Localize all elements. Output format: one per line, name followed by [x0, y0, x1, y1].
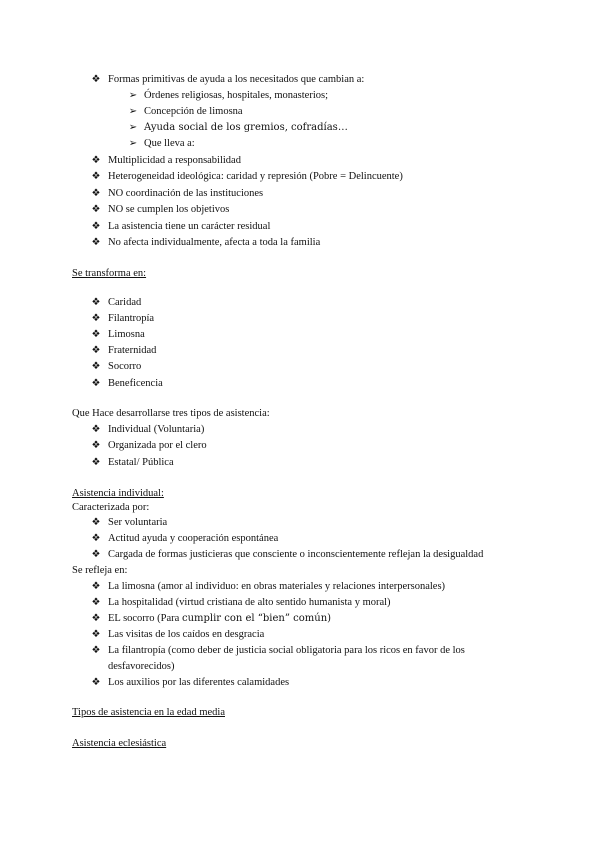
list-item: Multiplicidad a responsabilidad — [108, 155, 241, 166]
bullet-icon: ❖ — [91, 581, 101, 592]
list-item: Cargada de formas justicieras que consciente o inconscientemente reflejan la desigualdad — [108, 549, 484, 560]
arrow-bullet-icon: ➢ — [128, 138, 138, 149]
arrow-bullet-icon: ➢ — [128, 122, 138, 133]
list-item: Fraternidad — [108, 345, 157, 356]
list-item: Individual (Voluntaria) — [108, 424, 205, 435]
list-item: Socorro — [108, 361, 142, 372]
bullet-icon: ❖ — [91, 677, 101, 688]
list-item: NO se cumplen los objetivos — [108, 204, 230, 215]
bullet-icon: ❖ — [91, 237, 101, 248]
bullet-icon: ❖ — [91, 457, 101, 468]
section-heading: Tipos de asistencia en la edad media — [72, 707, 225, 718]
list-item: Estatal/ Pública — [108, 457, 174, 468]
bullet-icon: ❖ — [91, 221, 101, 232]
bullet-icon: ❖ — [91, 549, 101, 560]
list-item: Caridad — [108, 297, 142, 308]
bullet-icon: ❖ — [91, 361, 101, 372]
list-item-continuation: desfavorecidos) — [108, 661, 175, 672]
list-item: Filantropía — [108, 313, 155, 324]
bullet-icon: ❖ — [91, 345, 101, 356]
bullet-icon: ❖ — [91, 171, 101, 182]
section-intro: Se refleja en: — [72, 565, 128, 576]
section-heading: Asistencia individual: — [72, 488, 164, 499]
list-item: Ser voluntaria — [108, 517, 168, 528]
bullet-icon: ❖ — [91, 204, 101, 215]
bullet-icon: ❖ — [91, 440, 101, 451]
bullet-icon: ❖ — [91, 645, 101, 656]
bullet-icon: ❖ — [91, 329, 101, 340]
list-item — [108, 612, 331, 626]
sub-list-item: Ayuda social de los gremios, cofradías… — [144, 122, 348, 133]
list-item-emphasis: cumplir con el “bien” común) — [181, 613, 332, 624]
list-item: La filantropía (como deber de justicia social obligatoria para los ricos en favor de los — [108, 645, 465, 656]
list-item: No afecta individualmente, afecta a toda la familia — [108, 237, 321, 248]
bullet-icon: ❖ — [91, 74, 101, 85]
list-item: Formas primitivas de ayuda a los necesitados que cambian a: — [108, 74, 365, 85]
bullet-icon: ❖ — [91, 613, 101, 624]
list-item: Heterogeneidad ideológica: caridad y represión (Pobre = Delincuente) — [108, 171, 403, 182]
bullet-icon: ❖ — [91, 629, 101, 640]
list-item: Los auxilios por las diferentes calamidades — [108, 677, 290, 688]
list-item: Limosna — [108, 329, 145, 340]
bullet-icon: ❖ — [91, 188, 101, 199]
sub-list-item: Órdenes religiosas, hospitales, monasterios; — [144, 90, 329, 101]
list-item: NO coordinación de las instituciones — [108, 188, 264, 199]
arrow-bullet-icon: ➢ — [128, 90, 138, 101]
section-intro: Que Hace desarrollarse tres tipos de asistencia: — [72, 408, 270, 419]
list-item: Beneficencia — [108, 378, 163, 389]
sub-list-item: Que lleva a: — [144, 138, 195, 149]
section-heading: Asistencia eclesiástica — [72, 738, 167, 749]
bullet-icon: ❖ — [91, 155, 101, 166]
bullet-icon: ❖ — [91, 533, 101, 544]
bullet-icon: ❖ — [91, 378, 101, 389]
list-item-text: EL socorro (Para — [108, 613, 182, 624]
bullet-icon: ❖ — [91, 597, 101, 608]
list-item: La asistencia tiene un carácter residual — [108, 221, 271, 232]
bullet-icon: ❖ — [91, 313, 101, 324]
bullet-icon: ❖ — [91, 297, 101, 308]
list-item: La hospitalidad (virtud cristiana de alto sentido humanista y moral) — [108, 597, 391, 608]
list-item: Organizada por el clero — [108, 440, 207, 451]
arrow-bullet-icon: ➢ — [128, 106, 138, 117]
sub-list-item: Concepción de limosna — [144, 106, 243, 117]
section-heading: Se transforma en: — [72, 268, 147, 279]
list-item: Actitud ayuda y cooperación espontánea — [108, 533, 279, 544]
bullet-icon: ❖ — [91, 517, 101, 528]
bullet-icon: ❖ — [91, 424, 101, 435]
list-item: Las visitas de los caídos en desgracia — [108, 629, 265, 640]
list-item: La limosna (amor al individuo: en obras materiales y relaciones interpersonales) — [108, 581, 446, 592]
section-intro: Caracterizada por: — [72, 502, 150, 513]
